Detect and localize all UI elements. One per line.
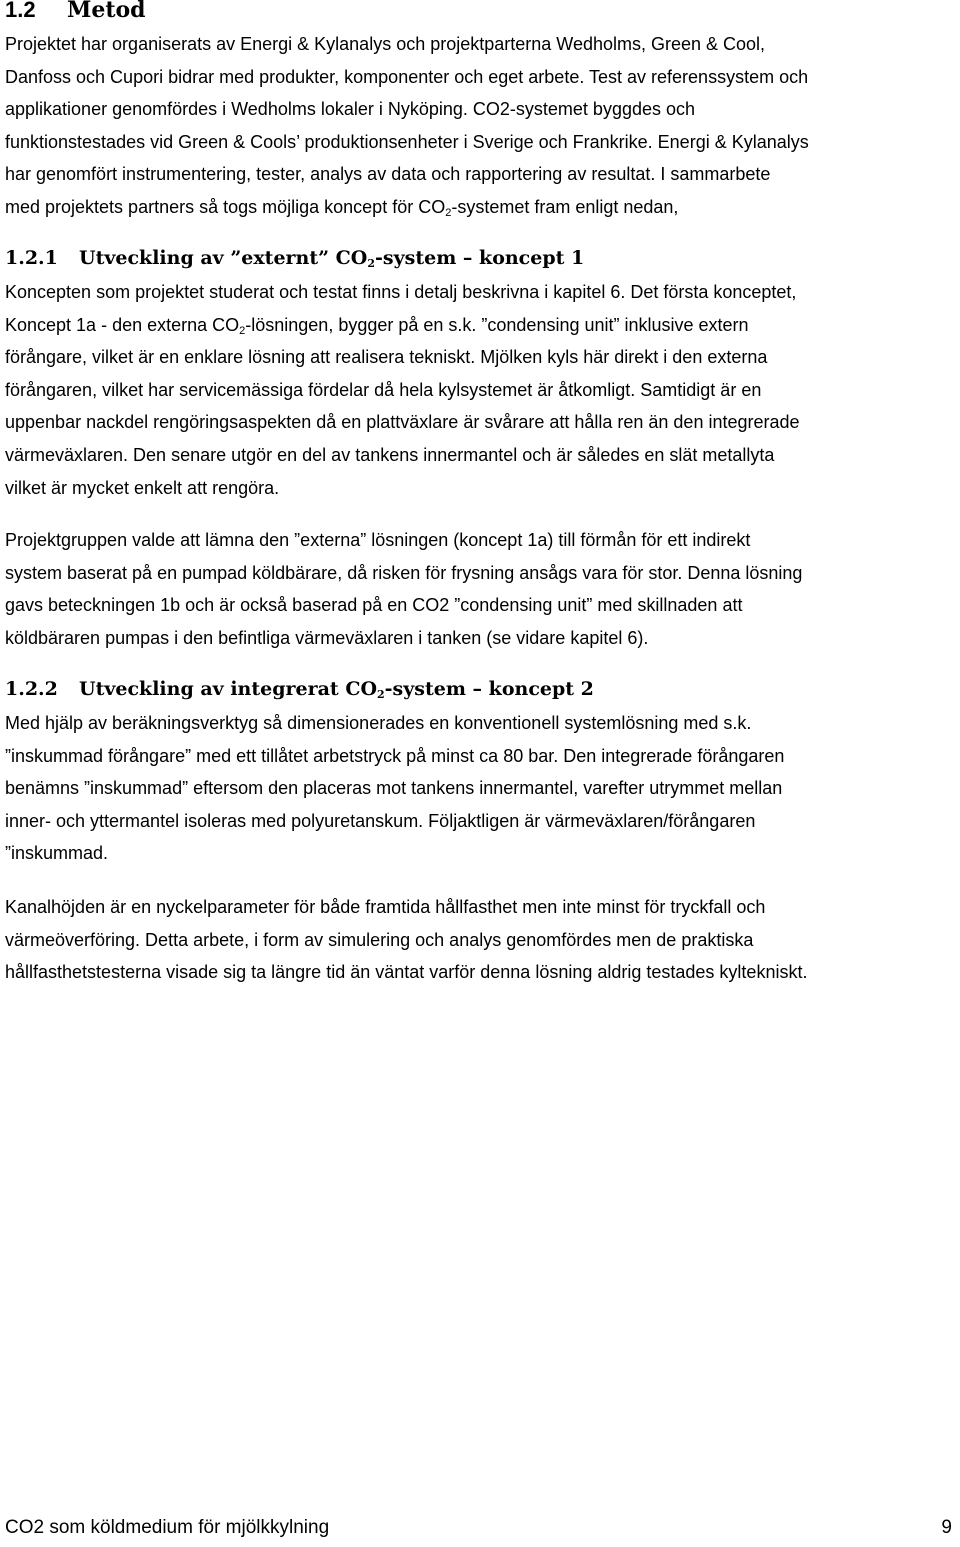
section-title: Metod bbox=[67, 0, 146, 23]
text-line: funktionstestades vid Green & Cools’ produktionsenheter i Sverige och Frankrike. Energi & Kylanalys bbox=[5, 131, 809, 152]
concept1-paragraph-1 bbox=[5, 276, 957, 504]
section-title: Utveckling av ”externt” $CO_2$-system – koncept 1 bbox=[79, 247, 585, 270]
text-line: benämns ”inskummad” eftersom den placeras mot tankens innermantel, varefter utrymmet mellan bbox=[5, 778, 783, 799]
text-line: applikationer genomfördes i Wedholms lokaler i Nyköping. CO2-systemet byggdes och bbox=[5, 99, 696, 120]
section-title: Utveckling av integrerat $CO_2$-system – koncept 2 bbox=[79, 678, 594, 701]
text-line: Projektgruppen valde att lämna den ”externa” lösningen (koncept 1a) till förmån för ett indirekt bbox=[5, 530, 751, 550]
section-heading-metod bbox=[5, 0, 146, 23]
text-line: gavs beteckningen 1b och är också baserad på en CO2 ”condensing unit” med skillnaden att bbox=[5, 595, 743, 616]
concept2-paragraph-1 bbox=[5, 707, 957, 870]
text-line: köldbäraren pumpas i den befintliga värmeväxlaren i tanken (se vidare kapitel 6). bbox=[5, 627, 649, 648]
text-line: ”inskummad förångare” med ett tillåtet arbetstryck på minst ca 80 bar. Den integrerade förångaren bbox=[5, 745, 785, 766]
section-number: 1.2 bbox=[5, 0, 36, 22]
text-line: Med hjälp av beräkningsverktyg så dimensionerades en konventionell systemlösning med s.k. bbox=[5, 713, 752, 733]
text-line: uppenbar nackdel rengöringsaspekten då en plattväxlare är svårare att hålla ren än den integrerade bbox=[5, 412, 800, 433]
text-line: värmeväxlaren. Den senare utgör en del av tankens innermantel och är således en slät metallyta bbox=[5, 444, 775, 465]
text-line: har genomfört instrumentering, tester, analys av data och rapportering av resultat. I sammarbete bbox=[5, 164, 771, 185]
text-line: Projektet har organiserats av Energi & Kylanalys och projektparterna Wedholms, Green & Cool, bbox=[5, 34, 766, 54]
section-number: 1.2.1 bbox=[5, 247, 58, 269]
text-line: Danfoss och Cupori bidrar med produkter, komponenter och eget arbete. Test av referenssystem och bbox=[5, 66, 809, 87]
text-line: Koncept 1a - den externa $CO_2$-lösningen, bygger på en s.k. ”condensing unit” inklusive extern bbox=[5, 314, 749, 337]
concept1-paragraph-2 bbox=[5, 524, 957, 654]
text-line: förångaren, vilket har servicemässiga fördelar då hela kylsystemet är åtkomligt. Samtidigt är en bbox=[5, 379, 762, 400]
section-heading-1-2-2 bbox=[5, 678, 594, 700]
text-line: ”inskummad. bbox=[5, 843, 109, 864]
text-line: inner- och yttermantel isoleras med polyuretanskum. Följaktligen är värmeväxlaren/förångaren bbox=[5, 810, 756, 831]
text-line: Koncepten som projektet studerat och testat finns i detalj beskrivna i kapitel 6. Det första konceptet, bbox=[5, 282, 797, 302]
text-line: med projektets partners så togs möjliga koncept för $CO_2$-systemet fram enligt nedan, bbox=[5, 196, 679, 219]
text-line: Kanalhöjden är en nyckelparameter för både framtida hållfasthet men inte minst för tryckfall och bbox=[5, 897, 766, 917]
text-line: förångare, vilket är en enklare lösning att realisera tekniskt. Mjölken kyls här direkt i den externa bbox=[5, 347, 768, 368]
metod-paragraph bbox=[5, 28, 957, 224]
concept2-paragraph-2 bbox=[5, 891, 957, 989]
text-line: värmeöverföring. Detta arbete, i form av simulering och analys genomfördes men de praktiska bbox=[5, 929, 754, 950]
footer-document-title: CO2 som köldmedium för mjölkkylning bbox=[5, 1517, 330, 1538]
footer-page-number: 9 bbox=[941, 1517, 952, 1538]
text-line: vilket är mycket enkelt att rengöra. bbox=[5, 477, 280, 498]
section-number: 1.2.2 bbox=[5, 678, 58, 700]
text-line: hållfasthetstesterna visade sig ta längre tid än väntat varför denna lösning aldrig testades kyltekniskt. bbox=[5, 962, 808, 983]
text-line: system baserat på en pumpad köldbärare, då risken för frysning ansågs vara för stor. Denna lösning bbox=[5, 562, 803, 583]
section-heading-1-2-1 bbox=[5, 247, 584, 269]
